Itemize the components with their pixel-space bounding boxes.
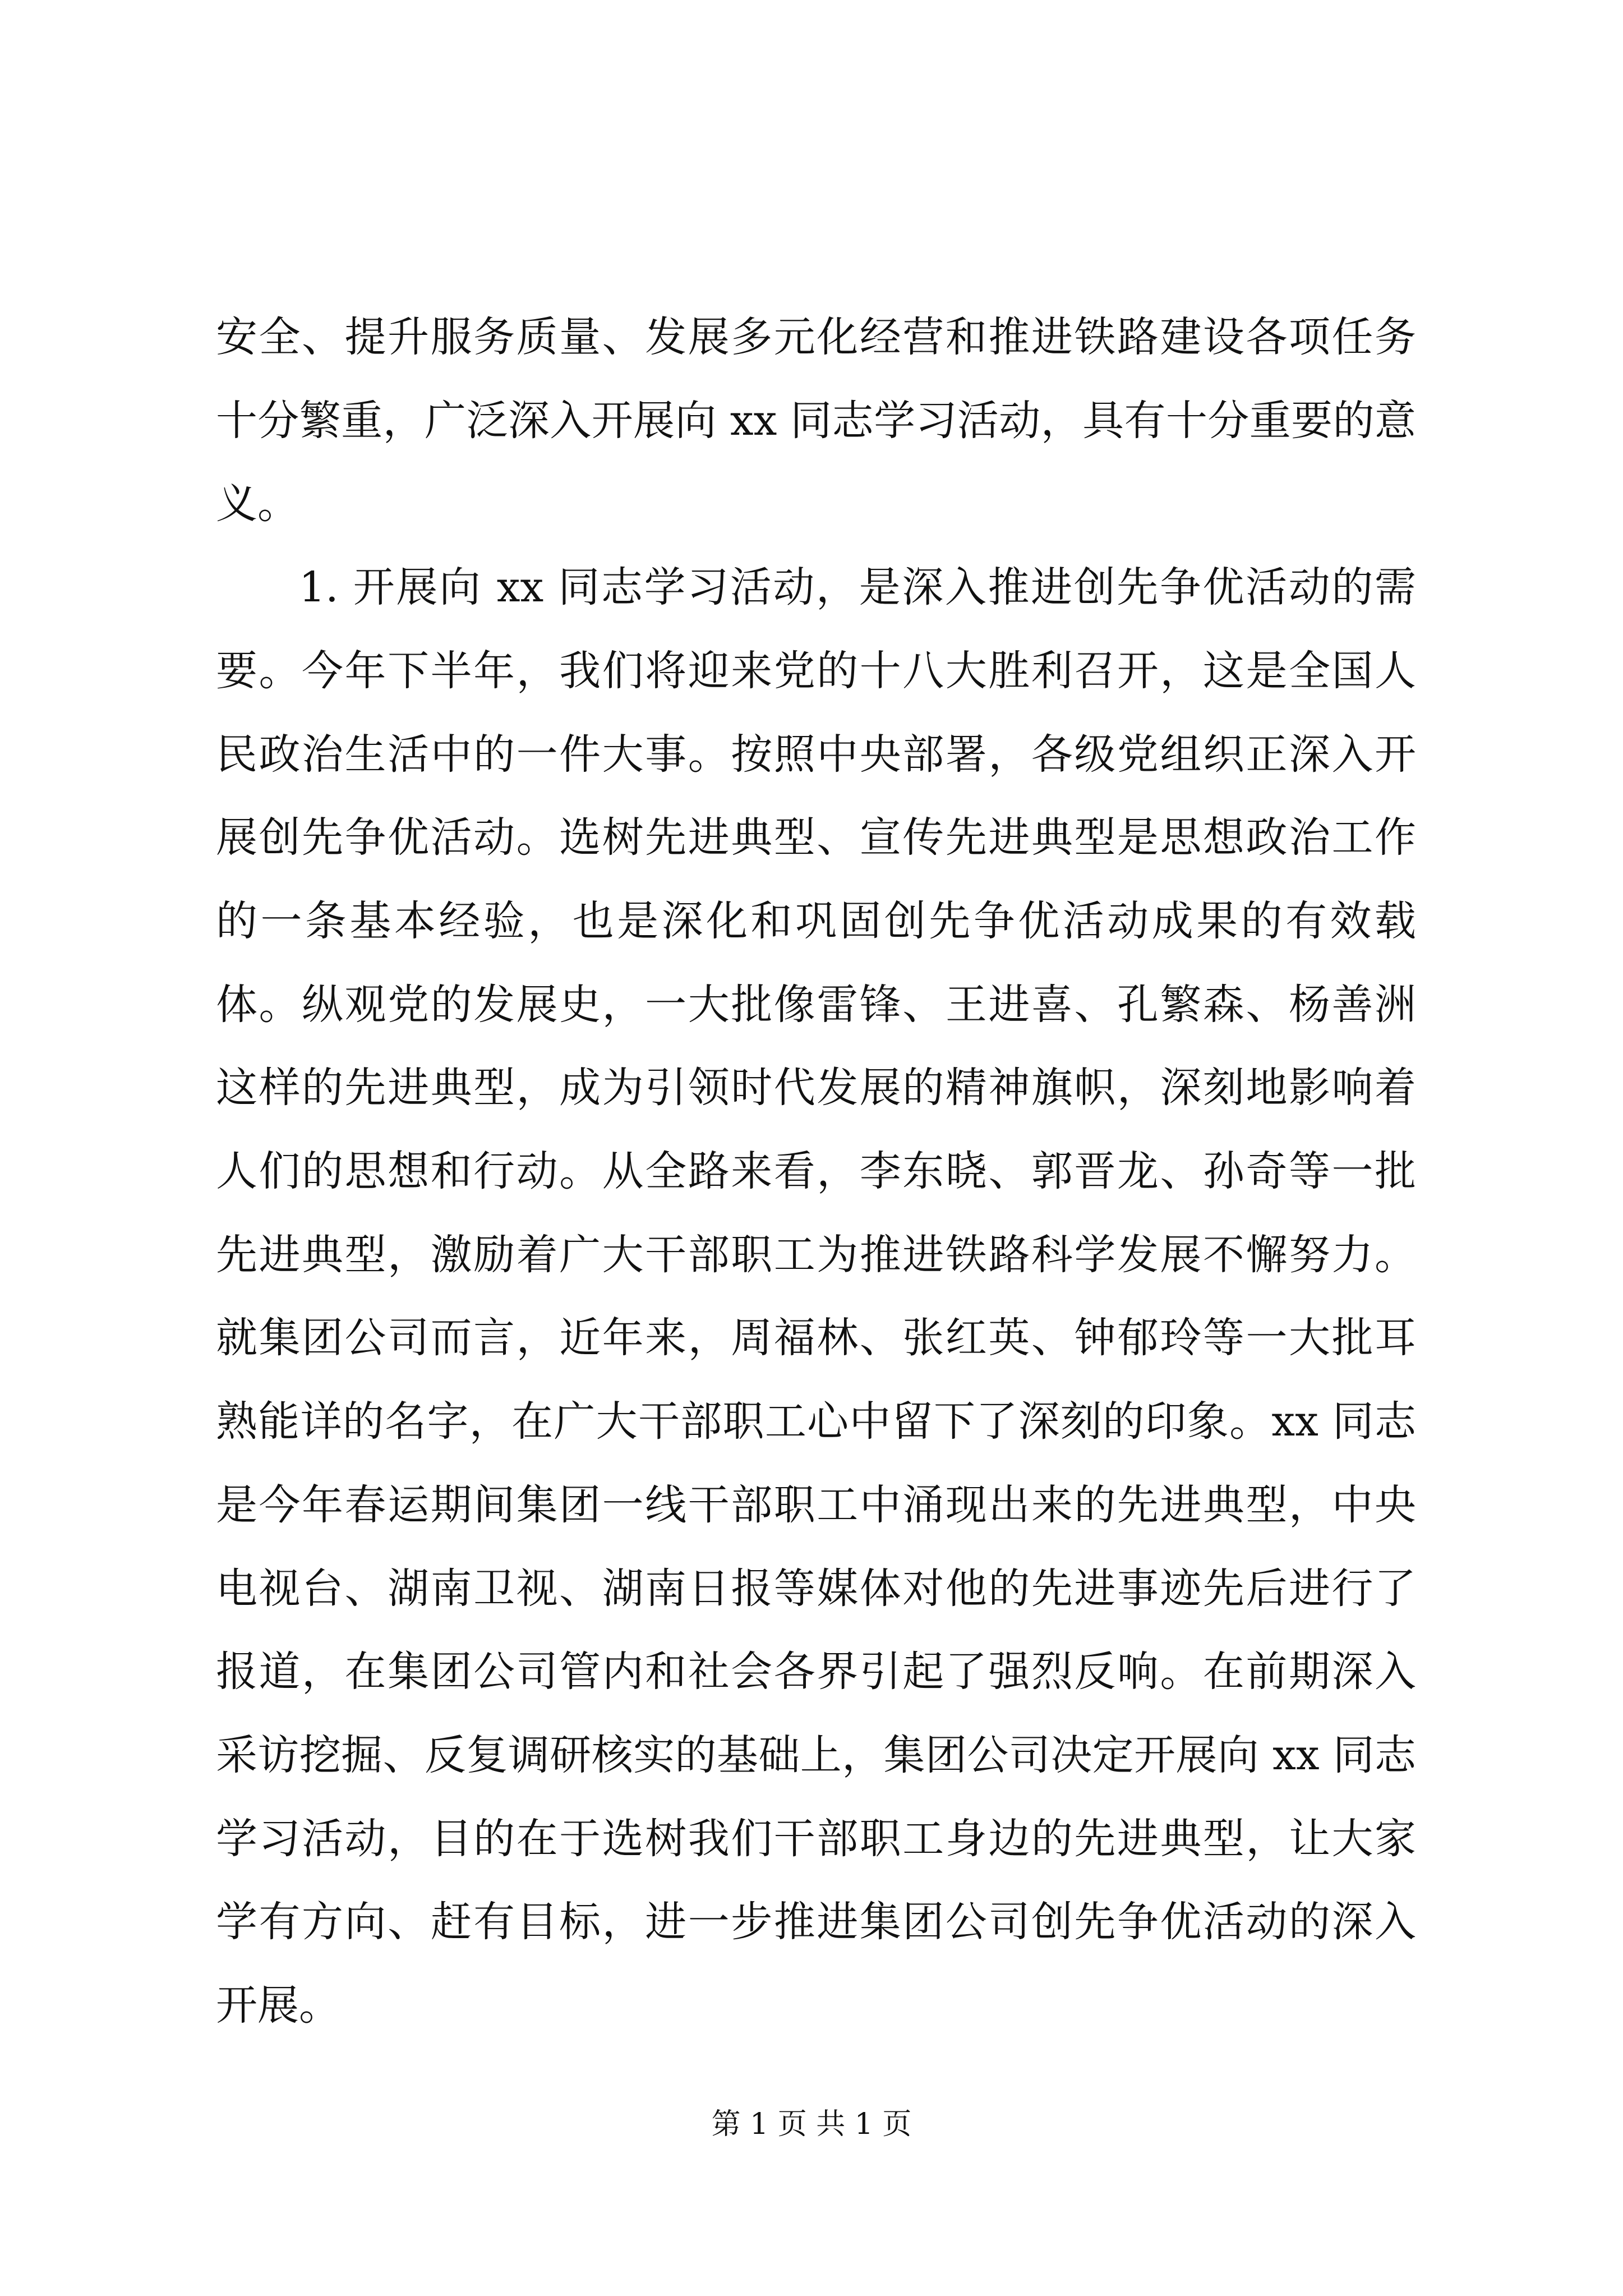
page-number-footer: 第 1 页 共 1 页 xyxy=(711,2108,912,2141)
paragraph-section-1: 1. 开展向 xx 同志学习活动，是深入推进创先争优活动的需要。今年下半年，我们将迎来党的十八大胜利召开，这是全国人民政治生活中的一件大事。按照中央部署，各级党组织正深入开展创先争优活动。选树先进典型、宣传先进典型是思想政治工作的一条基本经验，也是深化和巩固创先争优活动成果的有效载体。纵观党的发展史，一大批像雷锋、王进喜、孔繁森、杨善洲这样的先进典型，成为引领时代发展的精神旗帜，深刻地影响着人们的思想和行动。从全路来看，李东晓、郭晋龙、孙奇等一批先进典型，激励着广大干部职工为推进铁路科学发展不懈努力。就集团公司而言，近年来，周福林、张红英、钟郁玲等一大批耳熟能详的名字，在广大干部职工心中留下了深刻的印象。xx 同志是今年春运期间集团一线干部职工中涌现出来的先进典型，中央电视台、湖南卫视、湖南日报等媒体对他的先进事迹先后进行了报道，在集团公司管内和社会各界引起了强烈反响。在前期深入采访挖掘、反复调研核实的基础上，集团公司决定开展向 xx 同志学习活动，目的在于选树我们干部职工身边的先进典型，让大家学有方向、赶有目标，进一步推进集团公司创先争优活动的深入开展。 xyxy=(216,563,1416,2030)
paragraph-continuation: 安全、提升服务质量、发展多元化经营和推进铁路建设各项任务十分繁重，广泛深入开展向 xx 同志学习活动，具有十分重要的意义。 xyxy=(216,313,1416,528)
document-body xyxy=(216,296,1416,2047)
